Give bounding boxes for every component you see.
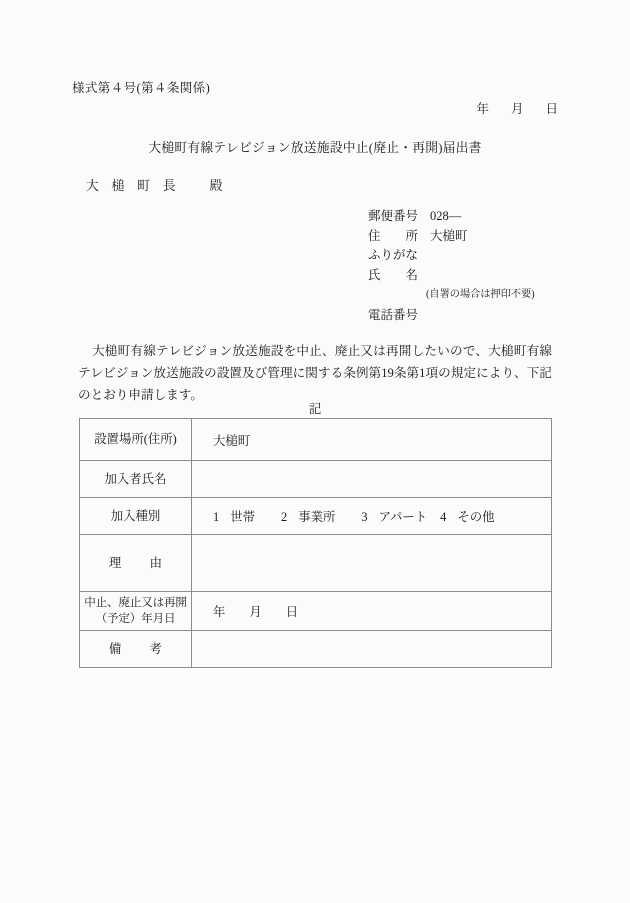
row-value-subscriber-name[interactable] [192, 461, 552, 498]
phone-label: 電話番号 [368, 308, 419, 322]
row-label-reason [80, 535, 192, 592]
row-value-remarks[interactable] [192, 631, 552, 668]
row-label-subscriber-name: 加入者氏名 [80, 461, 192, 498]
row-value-effective-date[interactable] [192, 592, 552, 631]
applicant-name-row [368, 266, 535, 286]
applicant-phone-row [368, 304, 535, 326]
applicant-furigana-row [368, 246, 535, 266]
applicant-postal-row [368, 207, 535, 227]
table-row [80, 592, 552, 631]
row-label-effective-date [80, 592, 192, 631]
table-row [80, 631, 552, 668]
date-year: 年 [213, 605, 226, 619]
addressee [86, 175, 222, 194]
application-table [79, 418, 552, 668]
furigana-label: ふりがな [368, 248, 419, 262]
applicant-block [368, 207, 535, 326]
row-label-effective-date-line2: （予定）年月日 [95, 612, 176, 625]
option-number-1: 1 [213, 510, 220, 524]
postal-label: 郵便番号 [368, 209, 419, 223]
row-label-remarks-text: 備 考 [108, 641, 171, 656]
header-date-line [476, 99, 558, 117]
form-number: 様式第４号(第４条関係) [72, 81, 211, 95]
postal-value: 028— [430, 209, 462, 223]
addressee-office: 大 槌 町 長 [86, 179, 176, 193]
row-label-subscription-type: 加入種別 [80, 498, 192, 535]
option-number-3: 3 [361, 510, 368, 524]
row-label-install-location: 設置場所(住所) [80, 419, 192, 461]
option-label-business[interactable]: 事業所 [298, 510, 336, 524]
date-day: 日 [285, 605, 299, 619]
option-label-other[interactable]: その他 [457, 510, 495, 524]
option-label-household[interactable]: 世帯 [230, 510, 255, 524]
address-value: 大槌町 [430, 228, 468, 243]
body-paragraph: 大槌町有線テレビジョン放送施設を中止、廃止又は再開したいので、大槌町有線テレビジョン放送施設の設置及び管理に関する条例第19条第1項の規定により、下記のとおり申請します。 [78, 344, 552, 402]
seal-note: (自署の場合は押印不要) [426, 289, 535, 300]
row-value-reason[interactable] [192, 535, 552, 592]
addressee-honorific: 殿 [209, 179, 223, 193]
table-row [80, 461, 552, 498]
page-title: 大槌町有線テレビジョン放送施設中止(廃止・再開)届出書 [148, 141, 482, 155]
address-label: 住 所 [368, 228, 419, 243]
header-date-month: 月 [510, 102, 524, 116]
table-row [80, 535, 552, 592]
option-number-4: 4 [440, 510, 447, 524]
table-row [80, 419, 552, 461]
row-value-subscription-type[interactable] [192, 498, 552, 535]
option-number-2: 2 [280, 510, 288, 524]
header-date-year: 年 [476, 102, 489, 116]
row-value-install-location[interactable]: 大槌町 [192, 419, 552, 461]
option-label-apartment[interactable]: アパート [378, 510, 428, 524]
ki-mark: 記 [308, 402, 322, 416]
name-label: 氏 名 [368, 267, 419, 282]
date-month: 月 [249, 605, 262, 619]
header-date-day: 日 [545, 102, 558, 116]
row-label-remarks [80, 631, 192, 668]
applicant-address-row [368, 227, 535, 247]
row-label-effective-date-line1: 中止、廃止又は再開 [84, 596, 187, 609]
row-label-reason-text: 理 由 [108, 555, 171, 570]
table-row [80, 498, 552, 535]
